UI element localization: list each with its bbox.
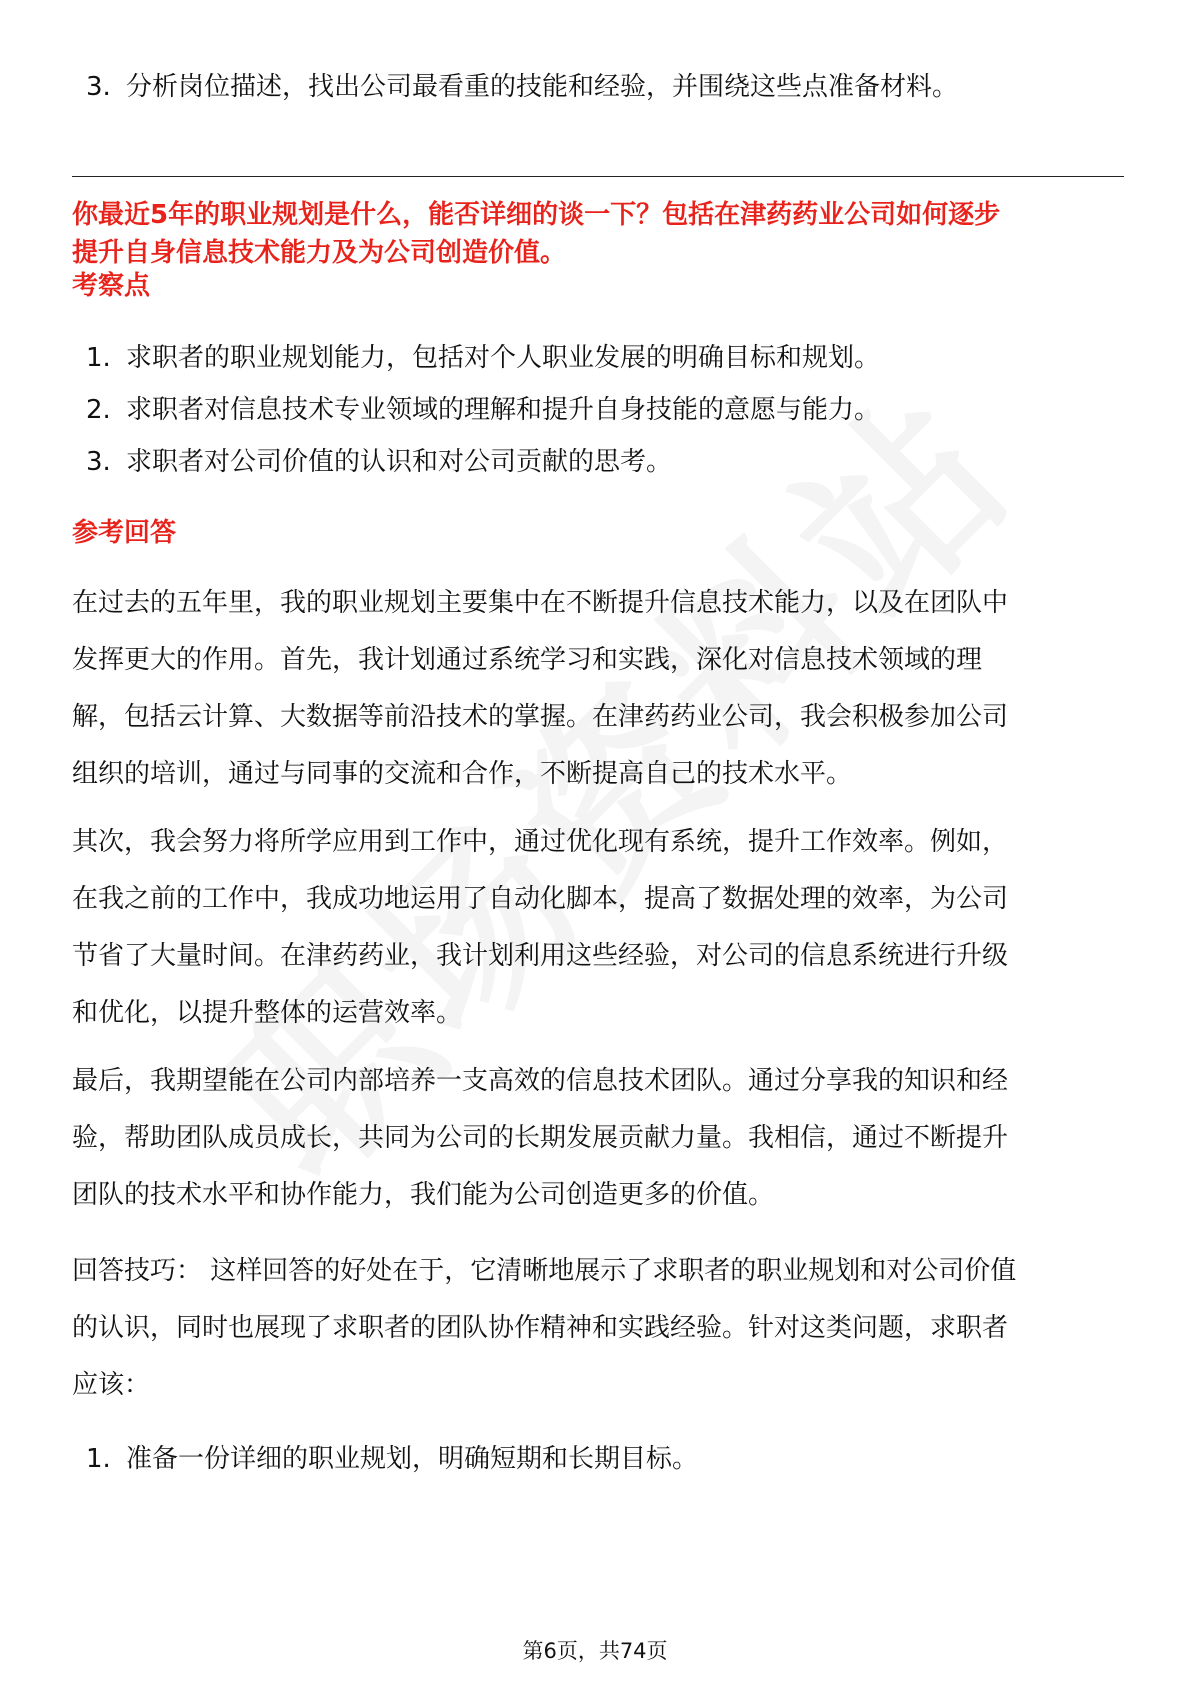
list-number: 3. <box>86 447 111 477</box>
section-title-cankao: 参考回答 <box>72 518 177 548</box>
paragraph-line: 最后，我期望能在公司内部培养一支高效的信息技术团队。通过分享我的知识和经 <box>72 1066 1009 1096</box>
paragraph-line: 的认识，同时也展现了求职者的团队协作精神和实践经验。针对这类问题，求职者 <box>72 1313 1009 1343</box>
list-item <box>86 339 880 377</box>
paragraph-line: 解，包括云计算、大数据等前沿技术的掌握。在津药药业公司，我会积极参加公司 <box>72 702 1009 732</box>
list-number: 1. <box>86 343 111 373</box>
list-number: 3. <box>86 72 111 102</box>
question-heading <box>72 196 1132 272</box>
answer-tips-paragraph <box>72 1243 1132 1414</box>
paragraph-line: 节省了大量时间。在津药药业，我计划利用这些经验，对公司的信息系统进行升级 <box>72 941 1009 971</box>
page-number: 第6页，共74页 <box>522 1639 668 1663</box>
paragraph-line: 发挥更大的作用。首先，我计划通过系统学习和实践，深化对信息技术领域的理 <box>72 645 983 675</box>
answer-paragraph-1 <box>72 575 1132 803</box>
section-divider <box>72 176 1124 177</box>
list-text: 准备一份详细的职业规划，明确短期和长期目标。 <box>126 1444 699 1474</box>
paragraph-line: 在我之前的工作中，我成功地运用了自动化脚本，提高了数据处理的效率，为公司 <box>72 884 1009 914</box>
answer-paragraph-2 <box>72 814 1132 1042</box>
list-text: 求职者对信息技术专业领域的理解和提升自身技能的意愿与能力。 <box>126 395 881 425</box>
list-item <box>86 68 958 106</box>
list-text: 分析岗位描述，找出公司最看重的技能和经验，并围绕这些点准备材料。 <box>126 72 959 102</box>
list-item <box>86 391 880 429</box>
list-number: 2. <box>86 395 111 425</box>
answer-paragraph-3 <box>72 1053 1132 1224</box>
section-title-kaochadian: 考察点 <box>72 271 151 301</box>
paragraph-line: 组织的培训，通过与同事的交流和合作，不断提高自己的技术水平。 <box>72 759 853 789</box>
paragraph-line: 和优化，以提升整体的运营效率。 <box>72 998 463 1028</box>
list-text: 求职者的职业规划能力，包括对个人职业发展的明确目标和规划。 <box>126 343 881 373</box>
question-line: 提升自身信息技术能力及为公司创造价值。 <box>72 238 567 268</box>
question-line: 你最近5年的职业规划是什么，能否详细的谈一下？包括在津药药业公司如何逐步 <box>72 200 1001 230</box>
paragraph-line: 其次，我会努力将所学应用到工作中，通过优化现有系统，提升工作效率。例如， <box>72 827 1009 857</box>
paragraph-line: 在过去的五年里，我的职业规划主要集中在不断提升信息技术能力，以及在团队中 <box>72 588 1009 618</box>
list-number: 1. <box>86 1444 111 1474</box>
paragraph-line: 验，帮助团队成员成长，共同为公司的长期发展贡献力量。我相信，通过不断提升 <box>72 1123 1009 1153</box>
paragraph-line: 团队的技术水平和协作能力，我们能为公司创造更多的价值。 <box>72 1180 775 1210</box>
list-item <box>86 443 672 481</box>
paragraph-line: 应该： <box>72 1370 151 1400</box>
paragraph-line: 回答技巧： 这样回答的好处在于，它清晰地展示了求职者的职业规划和对公司价值 <box>72 1256 1017 1286</box>
list-item <box>86 1440 698 1478</box>
list-text: 求职者对公司价值的认识和对公司贡献的思考。 <box>126 447 673 477</box>
